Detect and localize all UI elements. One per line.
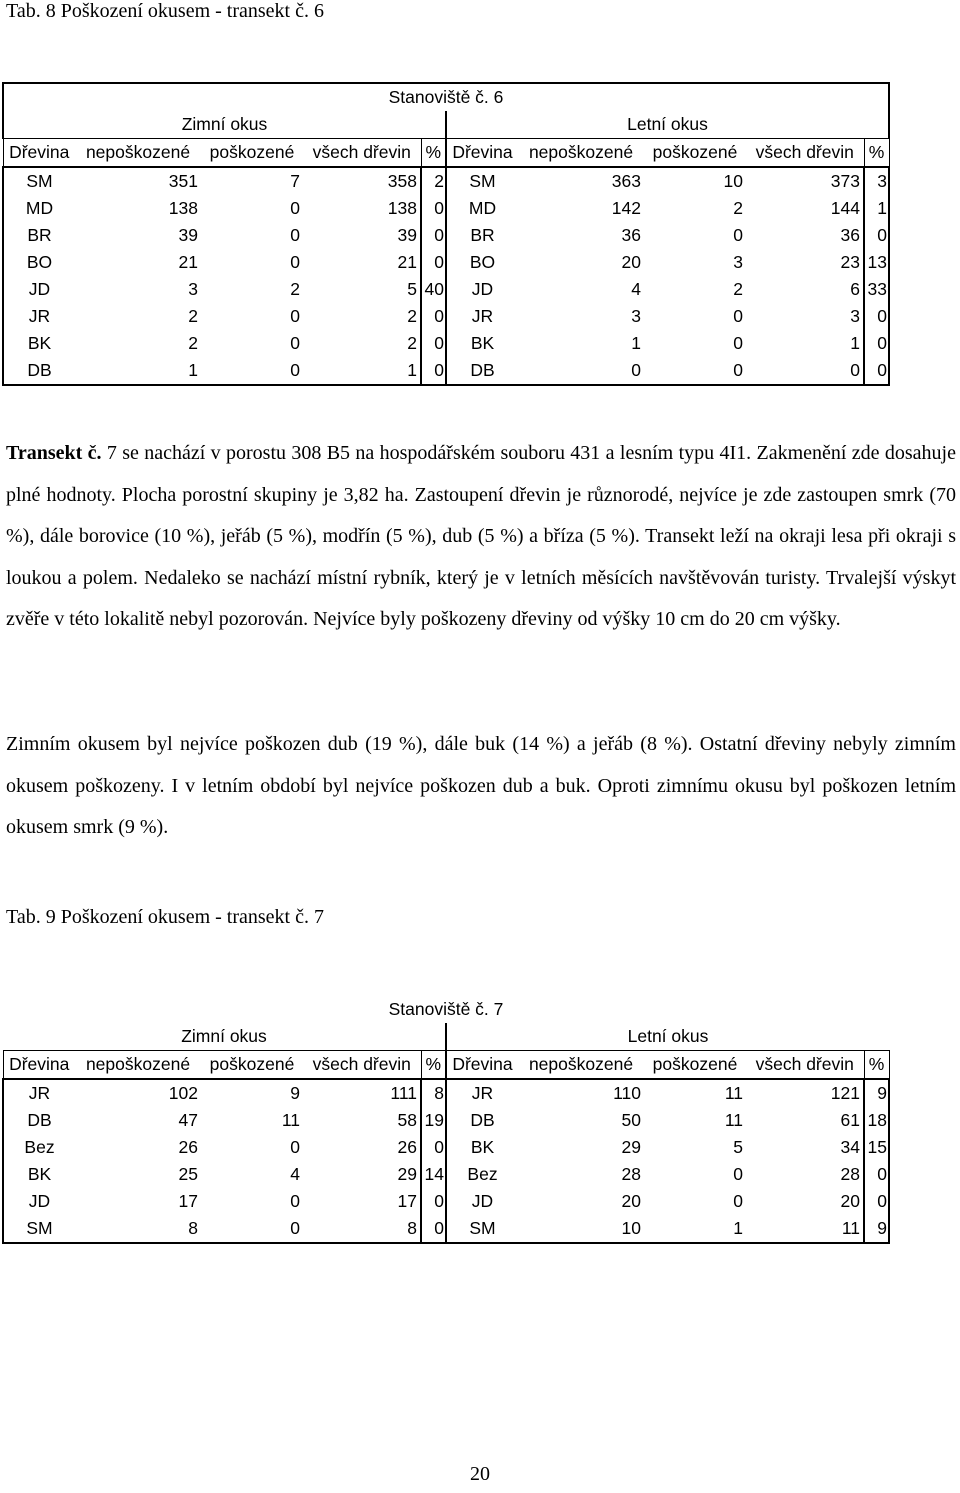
table-cell: 13 xyxy=(864,249,889,276)
column-header: poškozené xyxy=(201,1051,303,1080)
table-row xyxy=(3,1079,889,1107)
paragraph-text: 7 se nachází v porostu 308 B5 na hospodářském souboru 431 a lesním typu 4I1. Zakmenění zde dosahuje plné hodnoty. Plocha porostní skupiny je 3,82 ha. Zastoupení dřevin je různorodé, nejvíce je zde zastoupen smrk (70 %), dále borovice (10 %), jeřáb (5 %), modřín (5 %), dub (5 %) a bříza (5 %). Transekt leží na okraji lesa při okraji s loukou a polem. Nedaleko se nachází místní rybník, který je v letních měsících navštěvován turisty. Trvalejší výskyt zvěře v této lokalitě nebyl pozorován. Nejvíce byly poškozeny dřeviny od výšky 10 cm do 20 cm výšky. xyxy=(6,442,956,630)
column-header: Dřevina xyxy=(3,1051,75,1080)
table-cell: 15 xyxy=(864,1134,889,1161)
table-cell: SM xyxy=(446,167,518,195)
table-cell: 26 xyxy=(178,1137,198,1157)
table-cell: JR xyxy=(3,303,75,330)
table-cell: 0 xyxy=(644,357,746,385)
table-cell: 0 xyxy=(421,222,446,249)
table-cell: BR xyxy=(446,222,518,249)
table-cell: 2 xyxy=(188,306,198,326)
table-cell: 28 xyxy=(621,1164,641,1184)
table-8-caption: Tab. 8 Poškození okusem - transekt č. 6 xyxy=(6,0,324,22)
column-header: Dřevina xyxy=(3,139,75,168)
table-cell: 3 xyxy=(850,306,860,326)
paragraph-damage-summary: Zimním okusem byl nejvíce poškozen dub (19 %), dále buk (14 %) a jeřáb (8 %). Ostatní dřeviny nebyly zimním okusem poškozeny. I v letním období byl nejvíce poškozen dub a buk. Oproti zimnímu okusu byl poškozen letním okusem smrk (9 %). xyxy=(6,733,956,838)
table-cell: JD xyxy=(3,1188,75,1215)
table-cell: 20 xyxy=(840,1191,860,1211)
table-cell: 0 xyxy=(746,357,864,385)
table-cell: 142 xyxy=(611,198,641,218)
table-cell: 1 xyxy=(850,333,860,353)
table-cell: MD xyxy=(3,195,75,222)
table-cell: 0 xyxy=(518,357,644,385)
table-cell: JR xyxy=(446,1079,518,1107)
table-cell: 0 xyxy=(201,357,303,385)
table-cell: 0 xyxy=(421,1134,446,1161)
table-row xyxy=(3,222,889,249)
table-cell: 1 xyxy=(75,357,201,385)
table-cell: SM xyxy=(3,167,75,195)
table-cell: 138 xyxy=(387,198,417,218)
column-header: Dřevina xyxy=(446,1051,518,1080)
column-header: % xyxy=(864,1051,889,1080)
table-cell: 0 xyxy=(733,306,743,326)
table-cell: 9 xyxy=(201,1079,303,1107)
table-cell: 36 xyxy=(840,225,860,245)
table-cell: BK xyxy=(446,330,518,357)
table-cell: 1 xyxy=(644,1215,746,1243)
table-cell: JD xyxy=(3,276,75,303)
table-cell: 11 xyxy=(746,1215,864,1243)
table-row xyxy=(3,195,889,222)
table-row xyxy=(3,167,889,195)
table-cell: BO xyxy=(446,249,518,276)
site-title: Stanoviště č. 7 xyxy=(388,999,504,1019)
table-cell: 4 xyxy=(631,279,641,299)
table-cell: 0 xyxy=(290,1191,300,1211)
table-cell: 2 xyxy=(421,167,446,195)
table-row xyxy=(3,276,889,303)
table-cell: 0 xyxy=(733,225,743,245)
table-cell: 0 xyxy=(421,1215,446,1243)
table-cell: 10 xyxy=(518,1215,644,1243)
table-cell: 9 xyxy=(864,1079,889,1107)
table-cell: 0 xyxy=(864,357,889,385)
table-cell: 0 xyxy=(290,252,300,272)
table-cell: 2 xyxy=(290,279,300,299)
table-cell: JR xyxy=(446,303,518,330)
table-cell: 0 xyxy=(421,303,446,330)
table-cell: 21 xyxy=(178,252,198,272)
table-cell: 1 xyxy=(631,333,641,353)
table-row xyxy=(3,249,889,276)
site-title-row xyxy=(3,83,889,111)
table-cell: 11 xyxy=(644,1079,746,1107)
table-cell: 358 xyxy=(303,167,421,195)
column-header: poškozené xyxy=(201,139,303,168)
table-row xyxy=(3,1188,889,1215)
table-cell: 19 xyxy=(421,1107,446,1134)
table-cell: 0 xyxy=(864,1188,889,1215)
table-row xyxy=(3,1215,889,1243)
table-cell: 36 xyxy=(621,225,641,245)
table-cell: JD xyxy=(446,276,518,303)
summer-label: Letní okus xyxy=(446,1023,889,1051)
column-header: % xyxy=(421,1051,446,1080)
table-cell: 2 xyxy=(407,333,417,353)
season-row xyxy=(3,1023,889,1051)
table-cell: 0 xyxy=(290,1137,300,1157)
table-9 xyxy=(2,996,890,1244)
table-cell: SM xyxy=(3,1215,75,1243)
table-row xyxy=(3,357,889,385)
table-cell: 17 xyxy=(178,1191,198,1211)
table-cell: 138 xyxy=(168,198,198,218)
table-cell: 50 xyxy=(621,1110,641,1130)
table-cell: 0 xyxy=(733,333,743,353)
column-header: poškozené xyxy=(644,139,746,168)
table-row xyxy=(3,1134,889,1161)
table-cell: 29 xyxy=(621,1137,641,1157)
table-row xyxy=(3,330,889,357)
table-cell: 102 xyxy=(75,1079,201,1107)
table-cell: 47 xyxy=(178,1110,198,1130)
table-cell: 11 xyxy=(724,1110,743,1130)
table-cell: 10 xyxy=(644,167,746,195)
table-cell: SM xyxy=(446,1215,518,1243)
season-row xyxy=(3,111,889,139)
table-cell: 363 xyxy=(518,167,644,195)
table-cell: 0 xyxy=(290,306,300,326)
table-cell: 1 xyxy=(864,195,889,222)
table-cell: 8 xyxy=(303,1215,421,1243)
column-header: všech dřevin xyxy=(303,1051,421,1080)
table-cell: 40 xyxy=(421,276,446,303)
page-number: 20 xyxy=(470,1463,490,1485)
column-header: všech dřevin xyxy=(746,139,864,168)
table-row xyxy=(3,1107,889,1134)
site-title-row xyxy=(3,996,889,1023)
column-header: všech dřevin xyxy=(303,139,421,168)
table-cell: 9 xyxy=(864,1215,889,1243)
table-cell: 34 xyxy=(840,1137,860,1157)
table-cell: 144 xyxy=(830,198,860,218)
table-cell: 351 xyxy=(75,167,201,195)
table-cell: 29 xyxy=(397,1164,417,1184)
site-title: Stanoviště č. 6 xyxy=(3,83,889,111)
table-cell: 58 xyxy=(397,1110,417,1130)
table-cell: 28 xyxy=(840,1164,860,1184)
table-cell: 3 xyxy=(188,279,198,299)
table-cell: 2 xyxy=(188,333,198,353)
table-cell: BK xyxy=(446,1134,518,1161)
table-cell: 121 xyxy=(746,1079,864,1107)
column-header: nepoškozené xyxy=(75,139,201,168)
table-cell: 6 xyxy=(850,279,860,299)
winter-label: Zimní okus xyxy=(3,111,446,139)
table-8 xyxy=(2,82,890,386)
table-cell: 0 xyxy=(201,1215,303,1243)
column-header: % xyxy=(421,139,446,168)
table-cell: DB xyxy=(446,1107,518,1134)
table-cell: 33 xyxy=(864,276,889,303)
table-cell: BR xyxy=(3,222,75,249)
table-cell: 2 xyxy=(407,306,417,326)
table-cell: 0 xyxy=(864,303,889,330)
table-cell: JR xyxy=(3,1079,75,1107)
column-header: poškozené xyxy=(644,1051,746,1080)
table-cell: 110 xyxy=(518,1079,644,1107)
table-cell: 20 xyxy=(621,252,641,272)
table-cell: 2 xyxy=(733,279,743,299)
table-cell: 3 xyxy=(733,252,743,272)
table-cell: 61 xyxy=(840,1110,860,1130)
table-cell: 39 xyxy=(178,225,198,245)
table-cell: 1 xyxy=(303,357,421,385)
summer-label: Letní okus xyxy=(446,111,889,139)
table-cell: DB xyxy=(3,1107,75,1134)
table-cell: 0 xyxy=(421,195,446,222)
table-cell: 373 xyxy=(746,167,864,195)
table-cell: 0 xyxy=(290,198,300,218)
table-cell: 0 xyxy=(290,225,300,245)
table-cell: BK xyxy=(3,330,75,357)
table-cell: 39 xyxy=(397,225,417,245)
table-cell: 26 xyxy=(397,1137,417,1157)
table-cell: DB xyxy=(446,357,518,385)
winter-label: Zimní okus xyxy=(181,1026,267,1046)
table-cell: BK xyxy=(3,1161,75,1188)
table-cell: 2 xyxy=(733,198,743,218)
table-cell: 0 xyxy=(733,1191,743,1211)
table-cell: 11 xyxy=(281,1110,300,1130)
table-cell: 0 xyxy=(421,249,446,276)
column-header: Dřevina xyxy=(446,139,518,168)
column-header: nepoškozené xyxy=(518,139,644,168)
paragraph-transect-7-description xyxy=(6,433,956,641)
table-cell: 0 xyxy=(864,330,889,357)
table-cell: 17 xyxy=(397,1191,417,1211)
table-cell: BO xyxy=(3,249,75,276)
table-cell: 0 xyxy=(733,1164,743,1184)
table-row xyxy=(3,1161,889,1188)
table-cell: JD xyxy=(446,1188,518,1215)
table-cell: 5 xyxy=(733,1137,743,1157)
table-cell: MD xyxy=(446,195,518,222)
table-cell: 21 xyxy=(397,252,417,272)
table-cell: 5 xyxy=(407,279,417,299)
table-cell: 3 xyxy=(864,167,889,195)
column-header: nepoškozené xyxy=(518,1051,644,1080)
table-cell: 25 xyxy=(178,1164,198,1184)
table-cell: Bez xyxy=(3,1134,75,1161)
table-cell: 18 xyxy=(864,1107,889,1134)
table-cell: 20 xyxy=(621,1191,641,1211)
table-cell: 23 xyxy=(840,252,860,272)
table-cell: 0 xyxy=(290,333,300,353)
table-cell: 0 xyxy=(421,330,446,357)
table-cell: 0 xyxy=(864,1161,889,1188)
column-header: nepoškozené xyxy=(75,1051,201,1080)
table-cell: 0 xyxy=(421,1188,446,1215)
table-cell: 0 xyxy=(864,222,889,249)
paragraph-lead: Transekt č. xyxy=(6,442,102,464)
table-cell: Bez xyxy=(446,1161,518,1188)
table-cell: DB xyxy=(3,357,75,385)
table-row xyxy=(3,303,889,330)
table-cell: 4 xyxy=(290,1164,300,1184)
table-cell: 8 xyxy=(75,1215,201,1243)
column-header: všech dřevin xyxy=(746,1051,864,1080)
table-cell: 8 xyxy=(421,1079,446,1107)
table-cell: 3 xyxy=(631,306,641,326)
header-row xyxy=(3,1051,889,1080)
table-cell: 14 xyxy=(421,1161,446,1188)
table-cell: 111 xyxy=(303,1079,421,1107)
column-header: % xyxy=(864,139,889,168)
table-9-caption: Tab. 9 Poškození okusem - transekt č. 7 xyxy=(6,906,324,928)
table-cell: 0 xyxy=(421,357,446,385)
table-cell: 7 xyxy=(201,167,303,195)
header-row xyxy=(3,139,889,168)
